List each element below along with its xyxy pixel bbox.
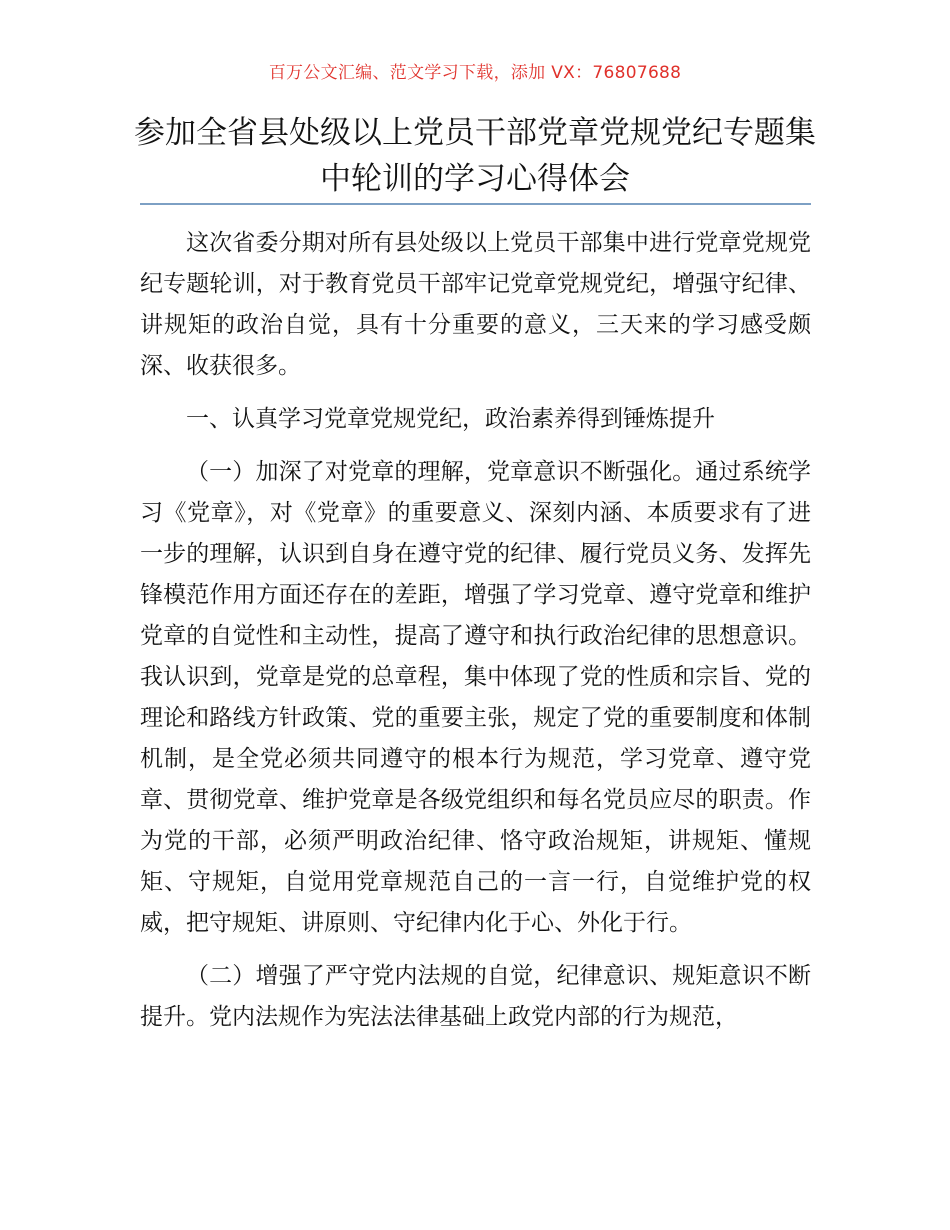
header-watermark-note: 百万公文汇编、范文学习下载，添加 VX：76807688 — [268, 63, 682, 83]
intro-paragraph: 这次省委分期对所有县处级以上党员干部集中进行党章党规党纪专题轮训，对于教育党员干部牢记党章党规党纪，增强守纪律、讲规矩的政治自觉，具有十分重要的意义，三天来的学习感受颇深、收获很多。 — [140, 230, 811, 379]
section-heading-1: 一、认真学习党章党规党纪，政治素养得到锤炼提升 — [186, 406, 715, 432]
title-divider — [140, 203, 811, 205]
paragraph-2: （二）增强了严守党内法规的自觉，纪律意识、规矩意识不断提升。党内法规作为宪法法律基础上政党内部的行为规范， — [140, 963, 811, 1030]
document-title: 参加全省县处级以上党员干部党章党规党纪专题集中轮训的学习心得体会 — [134, 115, 816, 197]
document-body — [140, 223, 811, 1038]
paragraph-1: （一）加深了对党章的理解，党章意识不断强化。通过系统学习《党章》，对《党章》的重要意义、深刻内涵、本质要求有了进一步的理解，认识到自身在遵守党的纪律、履行党员义务、发挥先锋模范作用方面还存在的差距，增强了学习党章、遵守党章和维护党章的自觉性和主动性，提高了遵守和执行政治纪律的思想意识。我认识到，党章是党的总章程，集中体现了党的性质和宗旨、党的理论和路线方针政策、党的重要主张，规定了党的重要制度和体制机制，是全党必须共同遵守的根本行为规范，学习党章、遵守党章、贯彻党章、维护党章是各级党组织和每名党员应尽的职责。作为党的干部，必须严明政治纪律、恪守政治规矩，讲规矩、懂规矩、守规矩，自觉用党章规范自己的一言一行，自觉维护党的权威，把守规矩、讲原则、守纪律内化于心、外化于行。 — [140, 459, 811, 936]
